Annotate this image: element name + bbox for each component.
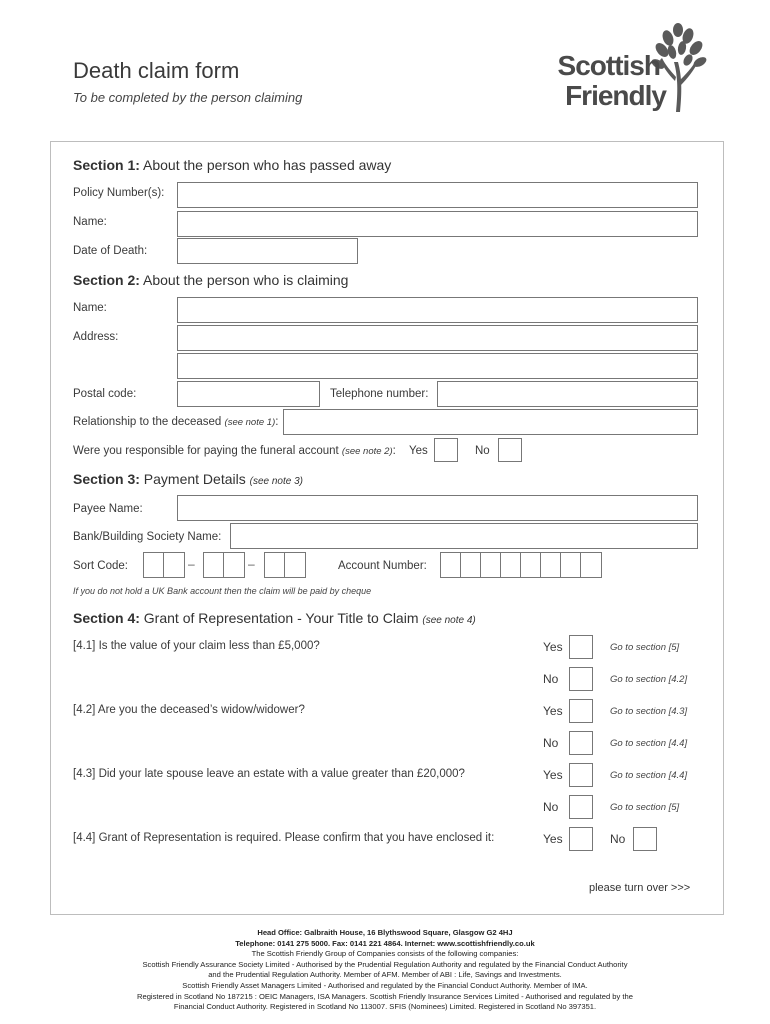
footer-line-5: and the Prudential Regulation Authority. Member of AFM. Member of ABI : Life, Savings and Investments. xyxy=(208,970,562,980)
question-4-1: [4.1] Is the value of your claim less than £5,000? xyxy=(73,640,320,652)
telephone-field[interactable] xyxy=(437,381,698,407)
section-2-heading: Section 2: About the person who is claiming xyxy=(73,272,349,288)
q4-3-yes-label: Yes xyxy=(543,768,563,782)
funeral-account-label: Were you responsible for paying the funeral account (see note 2): xyxy=(73,445,396,457)
account-number-label: Account Number: xyxy=(338,560,427,572)
footer-line-6: Scottish Friendly Asset Managers Limited - Authorised and regulated by the Financial Conduct Authority. Member of IMA. xyxy=(182,980,588,990)
deceased-name-field[interactable] xyxy=(177,211,698,237)
sort-code-field-2[interactable] xyxy=(203,552,245,578)
q4-4-no-checkbox[interactable] xyxy=(633,827,657,851)
funeral-no-label: No xyxy=(475,445,490,457)
footer-line-8: Financial Conduct Authority. Registered in Scotland No 113007. SFIS (Nominees) Limited. Registered in Scotland No 397351. xyxy=(173,1002,597,1012)
sort-code-label: Sort Code: xyxy=(73,560,128,572)
question-4-3: [4.3] Did your late spouse leave an estate with a value greater than £20,000? xyxy=(73,768,465,780)
sort-code-field-3[interactable] xyxy=(264,552,306,578)
q4-1-no-goto: Go to section [4.2] xyxy=(610,674,688,685)
q4-3-no-checkbox[interactable] xyxy=(569,795,593,819)
section-4-heading: Section 4: Grant of Representation - Your Title to Claim (see note 4) xyxy=(73,610,476,626)
q4-4-yes-checkbox[interactable] xyxy=(569,827,593,851)
cheque-note: If you do not hold a UK Bank account then the claim will be paid by cheque xyxy=(73,586,372,596)
claimant-name-label: Name: xyxy=(73,302,107,314)
q4-3-no-goto: Go to section [5] xyxy=(610,802,680,813)
footer-line-7: Registered in Scotland No 187215 : OEIC Managers, ISA Managers. Scottish Friendly Insurance Services Limited - Authorised and regulated by the xyxy=(137,991,633,1001)
relationship-label: Relationship to the deceased (see note 1): xyxy=(73,416,279,428)
scottish-friendly-logo xyxy=(548,22,708,118)
postal-code-label: Postal code: xyxy=(73,388,137,400)
sort-code-dash-2: – xyxy=(248,557,255,571)
telephone-label: Telephone number: xyxy=(330,388,429,400)
footer-line-4: Scottish Friendly Assurance Society Limited - Authorised by the Prudential Regulation Authority and regulated by the Financial Conduct Authority xyxy=(142,959,628,969)
footer-contact: Telephone: 0141 275 5000. Fax: 0141 221 4864. Internet: www.scottishfriendly.co.uk xyxy=(235,938,535,948)
question-4-4: [4.4] Grant of Representation is required. Please confirm that you have enclosed it: xyxy=(73,832,495,844)
date-of-death-field[interactable] xyxy=(177,238,358,264)
q4-2-no-checkbox[interactable] xyxy=(569,731,593,755)
payee-name-field[interactable] xyxy=(177,495,698,521)
q4-1-no-label: No xyxy=(543,672,559,686)
q4-2-yes-label: Yes xyxy=(543,704,563,718)
form-title: Death claim form xyxy=(73,58,240,83)
q4-2-yes-goto: Go to section [4.3] xyxy=(610,706,688,717)
section-3-heading: Section 3: Payment Details (see note 3) xyxy=(73,471,303,487)
q4-1-yes-goto: Go to section [5] xyxy=(610,642,680,653)
q4-4-no-label: No xyxy=(610,832,626,846)
turn-over-text: please turn over >>> xyxy=(589,882,691,894)
form-subtitle: To be completed by the person claiming xyxy=(73,90,303,105)
funeral-yes-checkbox[interactable] xyxy=(434,438,458,462)
address-label: Address: xyxy=(73,331,119,343)
sort-code-dash-1: – xyxy=(188,557,195,571)
q4-2-yes-checkbox[interactable] xyxy=(569,699,593,723)
footer-head-office: Head Office: Galbraith House, 16 Blythswood Square, Glasgow G2 4HJ xyxy=(257,928,513,937)
bank-name-label: Bank/Building Society Name: xyxy=(73,531,222,543)
relationship-field[interactable] xyxy=(283,409,698,435)
funeral-no-checkbox[interactable] xyxy=(498,438,522,462)
question-4-2: [4.2] Are you the deceased’s widow/widower? xyxy=(73,704,305,716)
account-number-field[interactable] xyxy=(440,552,602,578)
funeral-yes-label: Yes xyxy=(409,445,428,457)
date-of-death-label: Date of Death: xyxy=(73,245,148,257)
address-field-line-1[interactable] xyxy=(177,325,698,351)
deceased-name-label: Name: xyxy=(73,216,107,228)
q4-1-yes-label: Yes xyxy=(543,640,563,654)
q4-3-yes-checkbox[interactable] xyxy=(569,763,593,787)
bank-name-field[interactable] xyxy=(230,523,698,549)
sort-code-field-1[interactable] xyxy=(143,552,185,578)
logo-text-friendly: Friendly xyxy=(565,80,666,111)
payee-name-label: Payee Name: xyxy=(73,503,143,515)
logo-text-scottish: Scottish xyxy=(557,50,660,81)
footer xyxy=(60,928,710,1013)
q4-1-yes-checkbox[interactable] xyxy=(569,635,593,659)
address-field-line-2[interactable] xyxy=(177,353,698,379)
q4-3-no-label: No xyxy=(543,800,559,814)
q4-1-no-checkbox[interactable] xyxy=(569,667,593,691)
q4-2-no-goto: Go to section [4.4] xyxy=(610,738,688,749)
postal-code-field[interactable] xyxy=(177,381,320,407)
section-1-heading: Section 1: About the person who has passed away xyxy=(73,157,392,173)
policy-number-field[interactable] xyxy=(177,182,698,208)
footer-group-line: The Scottish Friendly Group of Companies consists of the following companies: xyxy=(251,949,519,959)
q4-3-yes-goto: Go to section [4.4] xyxy=(610,770,688,781)
q4-4-yes-label: Yes xyxy=(543,832,563,846)
claimant-name-field[interactable] xyxy=(177,297,698,323)
policy-number-label: Policy Number(s): xyxy=(73,187,165,199)
q4-2-no-label: No xyxy=(543,736,559,750)
